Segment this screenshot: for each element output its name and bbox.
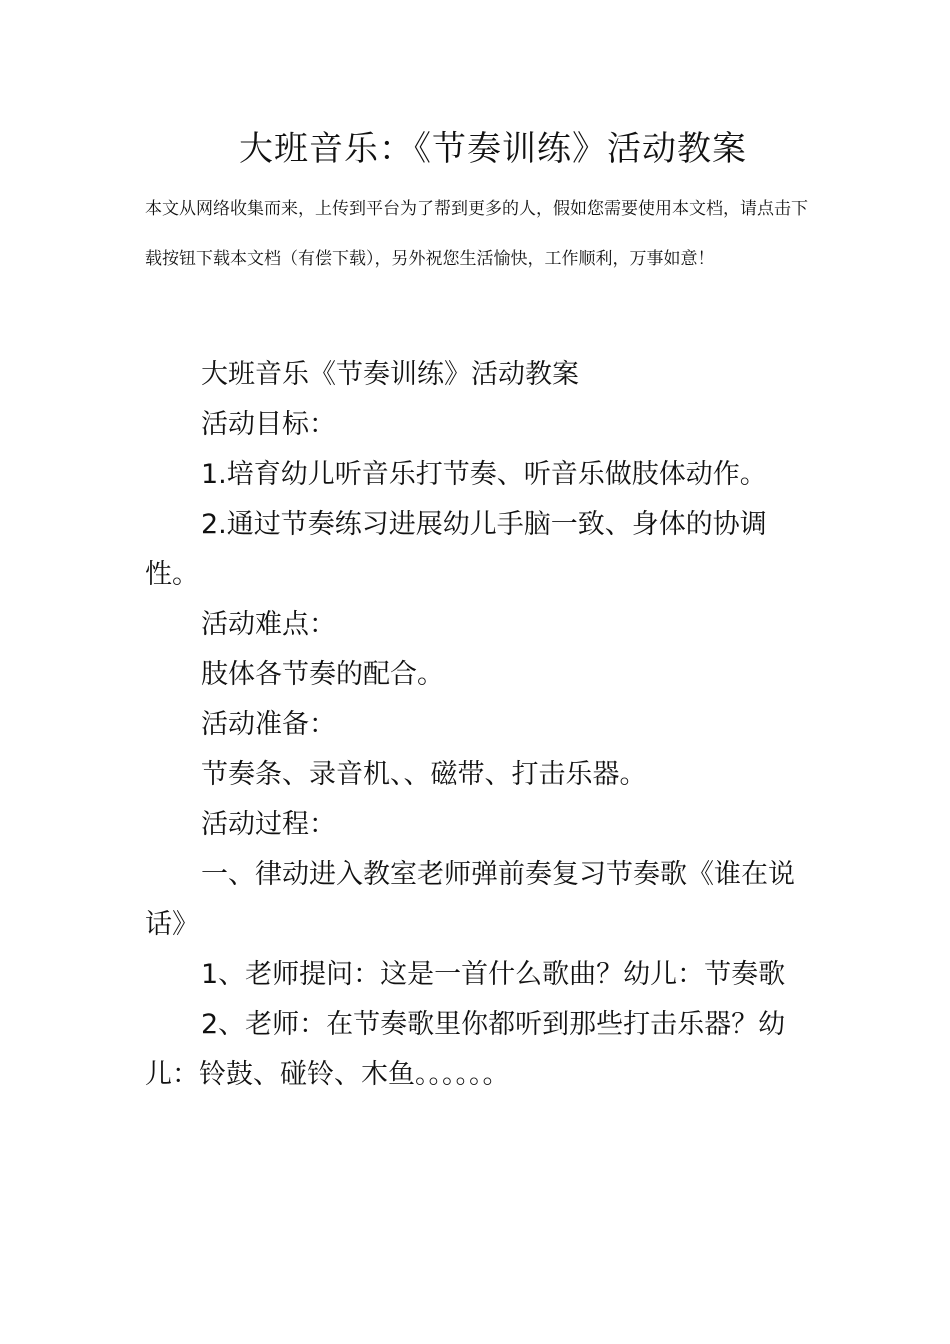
paragraph-process-label: 活动过程： <box>201 809 336 840</box>
paragraph-difficulty: 肢体各节奏的配合。 <box>201 659 444 690</box>
paragraph-goal-1: 1.培育幼儿听音乐打节奏、听音乐做肢体动作。 <box>201 459 767 490</box>
paragraph-heading: 大班音乐《节奏训练》活动教案 <box>201 359 579 390</box>
paragraph-question-2: 2、老师：在节奏歌里你都听到那些打击乐器？幼儿：铃鼓、碰铃、木鱼。。。。。。 <box>145 1009 786 1090</box>
paragraph-goals-label: 活动目标： <box>201 409 336 440</box>
document-title: 大班音乐：《节奏训练》活动教案 <box>239 129 747 169</box>
paragraph-process-1: 一、律动进入教室老师弹前奏复习节奏歌《谁在说话》 <box>145 859 795 940</box>
lesson-plan-body <box>145 350 807 1100</box>
paragraph-preparation-label: 活动准备： <box>201 709 336 740</box>
paragraph-preparation: 节奏条、录音机、、磁带、打击乐器。 <box>201 759 647 790</box>
paragraph-question-1: 1、老师提问：这是一首什么歌曲？幼儿：节奏歌 <box>201 959 786 990</box>
download-notice: 本文从网络收集而来，上传到平台为了帮到更多的人，假如您需要使用本文档，请点击下载按钮下载本文档（有偿下载），另外祝您生活愉快，工作顺利，万事如意！ <box>145 199 808 269</box>
paragraph-goal-2: 2.通过节奏练习进展幼儿手脑一致、身体的协调性。 <box>145 509 767 590</box>
paragraph-difficulty-label: 活动难点： <box>201 609 336 640</box>
